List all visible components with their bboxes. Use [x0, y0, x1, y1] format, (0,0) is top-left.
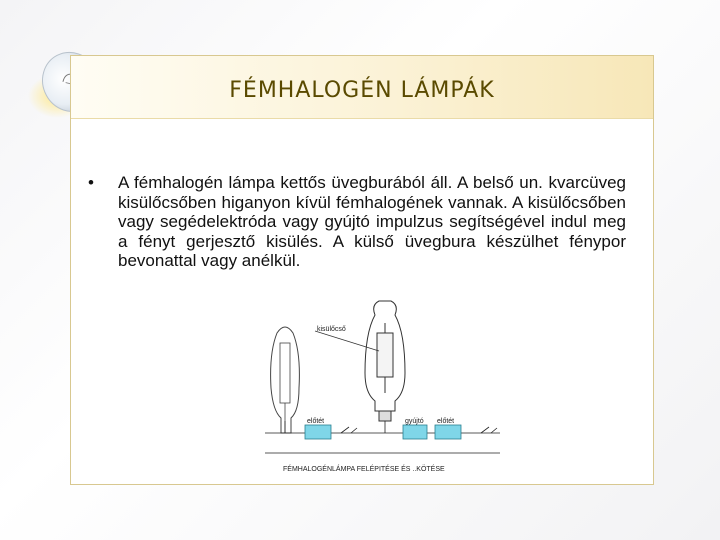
lamp-detailed-right [365, 301, 405, 421]
figure-caption: FÉMHALOGÉNLÁMPA FELÉPITÉSE ÉS ..KÖTÉSE [283, 466, 445, 473]
ballast-box-1 [305, 425, 331, 439]
label-ballast-1: előtét [307, 418, 325, 425]
tube-leader-line [315, 331, 379, 351]
bullet-item [88, 173, 626, 271]
label-tube: kisülőcső [317, 326, 346, 333]
bullet-glyph: • [88, 173, 94, 192]
bullet-text: A fémhalogén lámpa kettős üvegburából áll. A belső un. kvarcüveg kisülőcsőben higanyon kívül fémhalogének vannak. A kisülőcsőben vagy segédelektróda vagy gyújtó impulzus segítségével indul meg a fényt gerjesztő kisülés. A külső üvegbura készülhet fénypor bevonattal vagy anélkül. [118, 173, 626, 270]
ballast-box-2 [435, 425, 461, 439]
label-ballast-2: előtét [437, 418, 455, 425]
lamp-diagram [255, 293, 510, 478]
circuit-wiring [265, 421, 500, 453]
slide-title: FÉMHALOGÉN LÁMPÁK [229, 78, 495, 103]
igniter-box [403, 425, 427, 439]
title-band [71, 56, 653, 119]
label-igniter: gyújtó [405, 418, 424, 425]
lamp-outline-left [271, 327, 300, 433]
